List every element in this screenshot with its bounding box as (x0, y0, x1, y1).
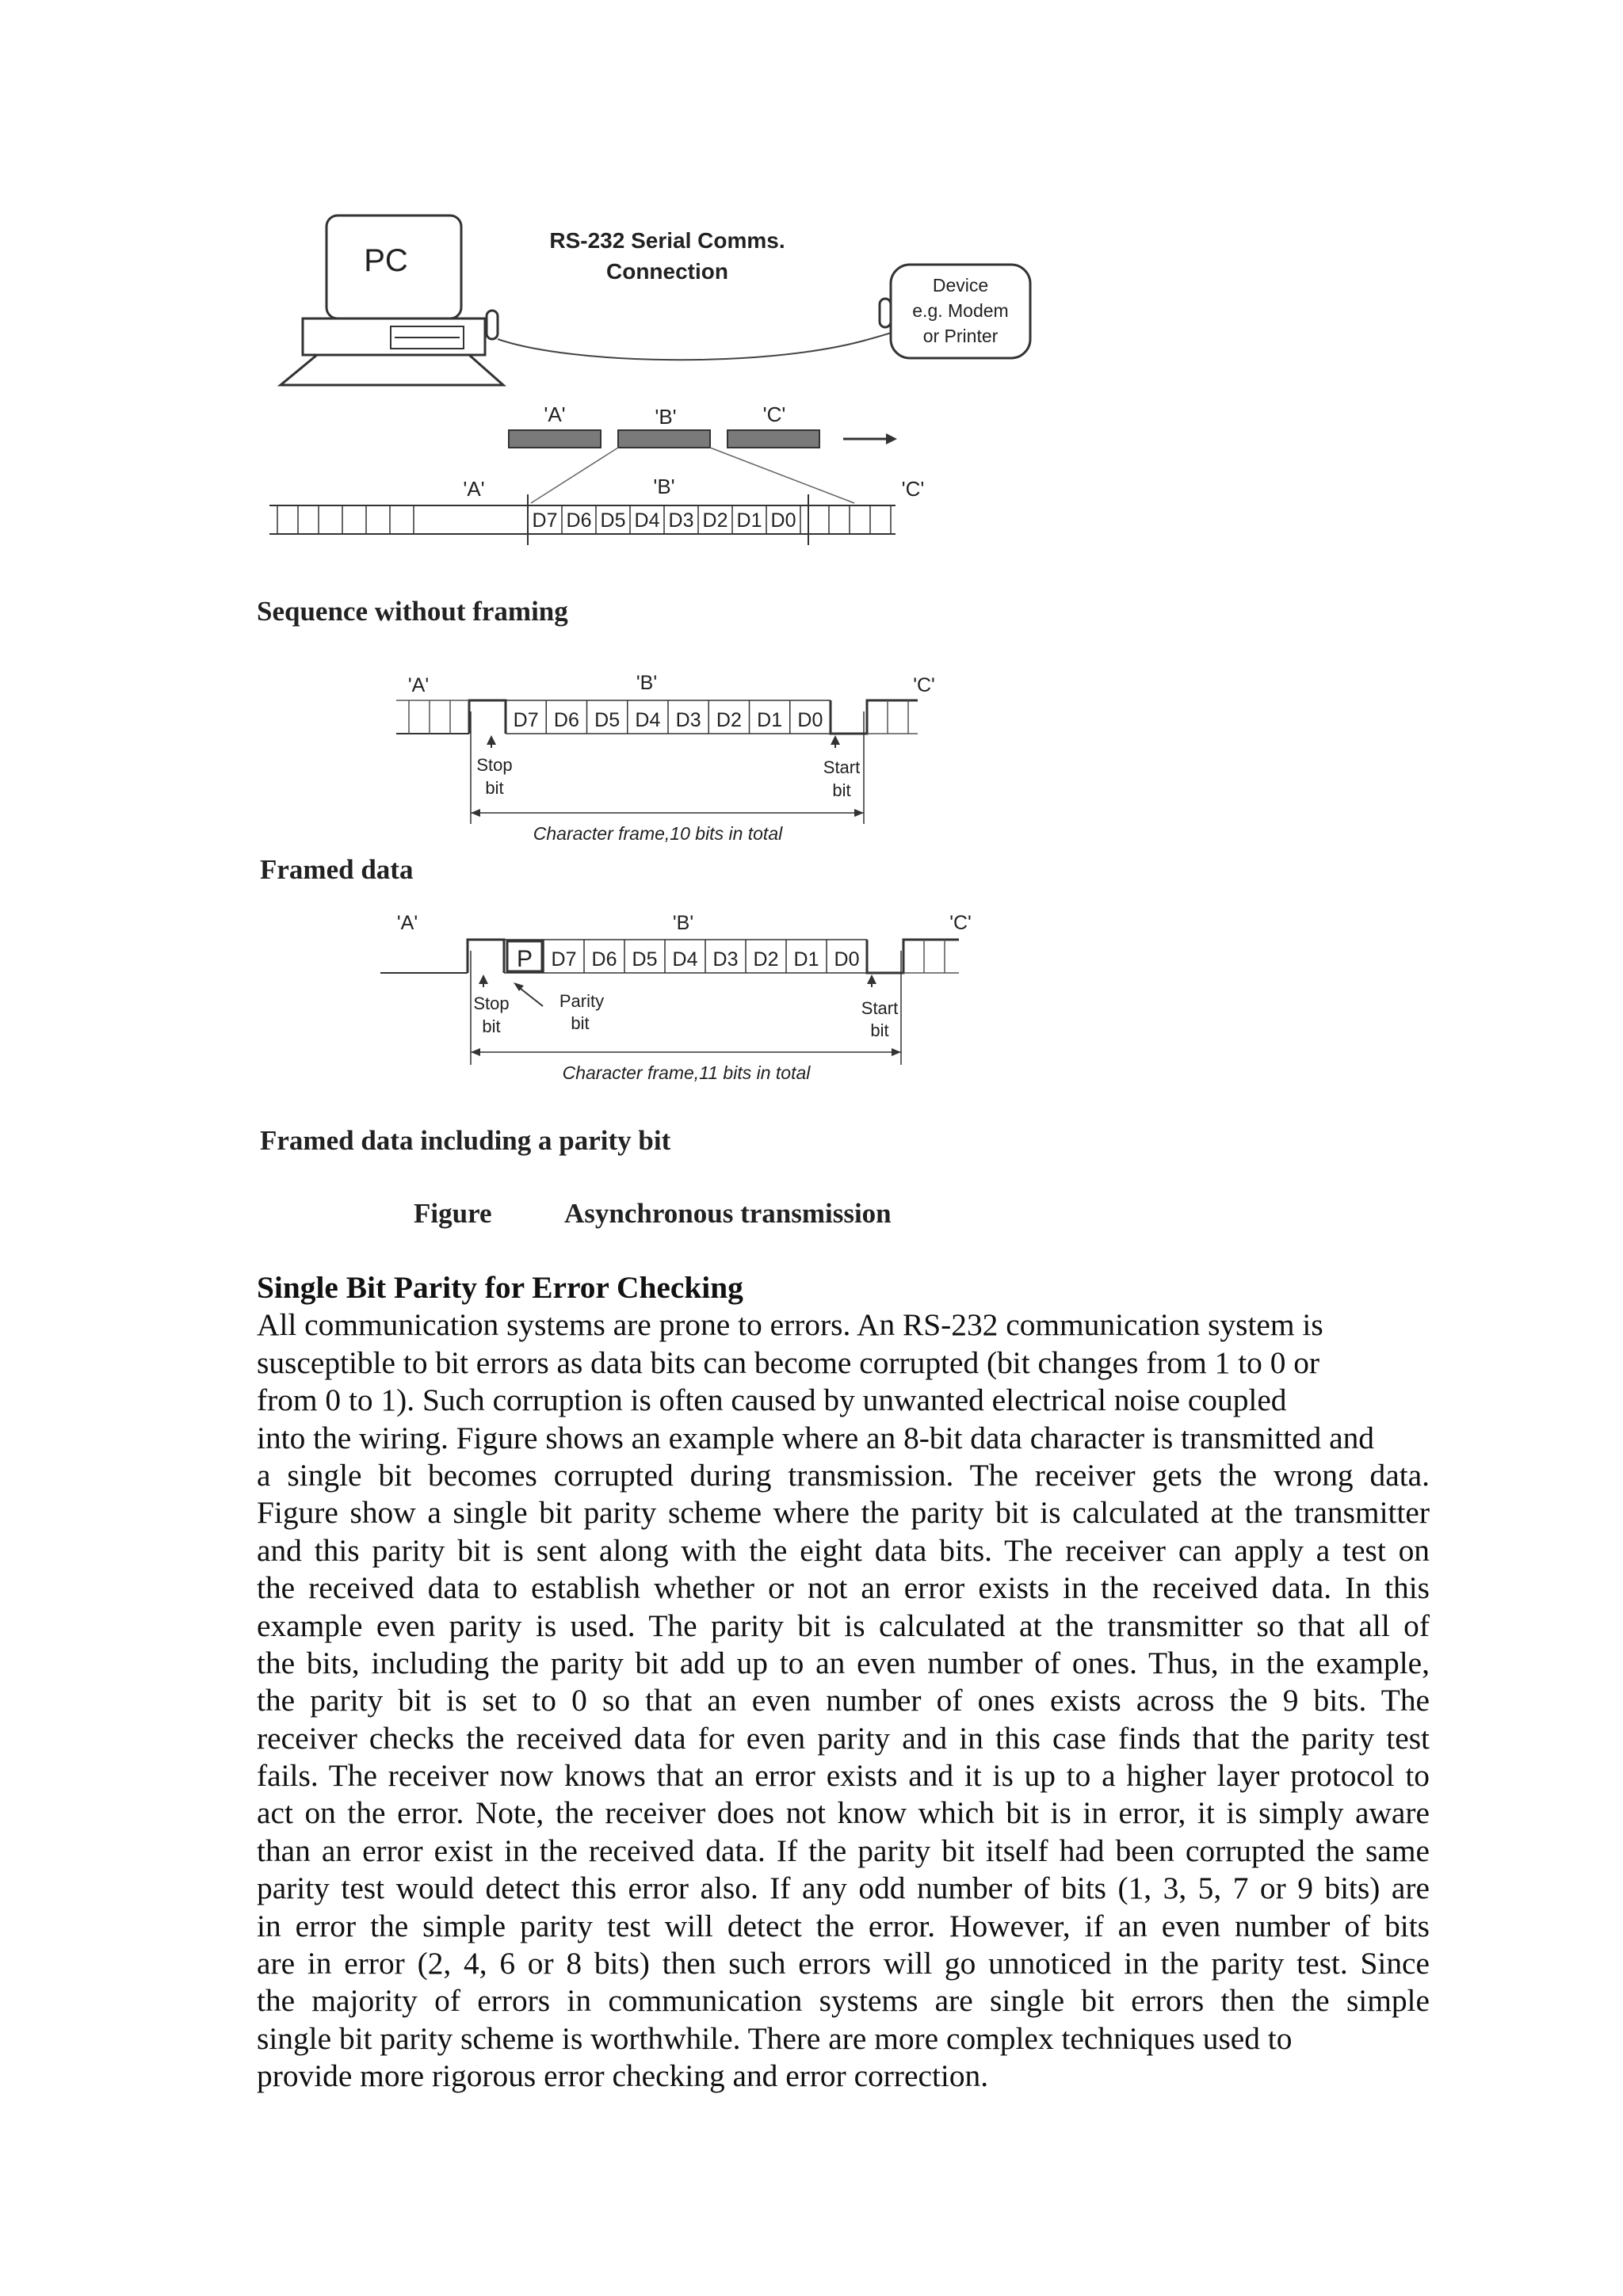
pc-connector (487, 311, 498, 339)
parity-bit-strip (380, 940, 959, 973)
bit-label-d5: D5 (594, 709, 621, 731)
bit-label-d1: D1 (757, 709, 783, 731)
paragraph-line: the received data to establish whether or not an error exists in the received data. In this (257, 1570, 1430, 1606)
bit-label-d5: D5 (632, 948, 658, 971)
parity-label-b: 'B' (672, 912, 694, 934)
bit-label-d6: D6 (566, 509, 592, 532)
paragraph-line: fails. The receiver now knows that an error exists and it is up to a higher layer protocol to (257, 1758, 1430, 1794)
paragraph-line: and this parity bit is sent along with the eight data bits. The receiver can apply a test on (257, 1532, 1430, 1568)
paragraph-line: single bit parity scheme is worthwhile. There are more complex techniques used to (257, 2020, 1293, 2056)
paragraph-line: provide more rigorous error checking and error correction. (257, 2058, 989, 2094)
parity-label-c: 'C' (949, 912, 972, 934)
device-line2: e.g. Modem (912, 300, 1009, 321)
strip-label-c: 'C' (901, 477, 925, 501)
bit-label-d0: D0 (797, 709, 823, 731)
strip-label-a: 'A' (463, 477, 485, 501)
paragraph-line: act on the error. Note, the receiver does not know which bit is in error, it is simply aware (257, 1795, 1430, 1831)
figure-title: Asynchronous transmission (564, 1198, 892, 1229)
paragraph-line: Figure show a single bit parity scheme where the parity bit is calculated at the transmitter (257, 1495, 1430, 1531)
bit-label-d0: D0 (834, 948, 860, 971)
pc-keyboard (281, 355, 503, 385)
device-line3: or Printer (922, 326, 999, 346)
framed-bit-strip (396, 700, 918, 734)
bit-label-d3: D3 (668, 509, 694, 532)
parity-stop-line2: bit (482, 1016, 501, 1036)
framed-label-b: 'B' (636, 672, 658, 694)
framed-label-c: 'C' (913, 674, 935, 696)
bit-label-d4: D4 (635, 709, 661, 731)
bit-label-d1: D1 (793, 948, 819, 971)
paragraph-line: the majority of errors in communication systems are single bit errors then the simple (257, 1983, 1430, 2019)
bit-label-d3: D3 (712, 948, 739, 971)
bit-label-d2: D2 (753, 948, 779, 971)
bit-label-d4: D4 (672, 948, 698, 971)
framed-data-diagram (396, 666, 999, 856)
bit-label-d7: D7 (513, 709, 539, 731)
paragraph-line: All communication systems are prone to errors. An RS-232 communication system is (257, 1307, 1323, 1343)
bit-label-d1: D1 (736, 509, 762, 532)
framed-stop-line2: bit (485, 778, 504, 798)
strip-label-b: 'B' (653, 475, 675, 498)
bit-label-d0: D0 (770, 509, 796, 532)
parity-bit-line1: Parity (559, 991, 605, 1011)
bit-label-d3: D3 (675, 709, 701, 731)
paragraph-line: susceptible to bit errors as data bits can become corrupted (bit changes from 1 to 0 or (257, 1344, 1320, 1380)
paragraph-line: are in error (2, 4, 6 or 8 bits) then such errors will go unnoticed in the parity test. Since (257, 1946, 1430, 1981)
bit-label-d6: D6 (553, 709, 579, 731)
device-connector (880, 299, 891, 327)
figure-word: Figure (414, 1198, 492, 1229)
framed-label-a: 'A' (407, 674, 430, 696)
bit-label-d2: D2 (702, 509, 728, 532)
bit-label-d4: D4 (634, 509, 660, 532)
paragraph-line: a single bit becomes corrupted during transmission. The receiver gets the wrong data. (257, 1457, 1430, 1493)
caption-framed-data: Framed data (260, 854, 414, 885)
parity-frame-label: Character frame,11 bits in total (562, 1062, 811, 1083)
paragraph-line: example even parity is used. The parity bit is calculated at the transmitter so that all of (257, 1608, 1430, 1643)
paragraph (257, 1306, 1430, 2095)
paragraph-line: receiver checks the received data for even parity and in this case finds that the parity test (257, 1720, 1430, 1756)
paragraph-line: in error the simple parity test will detect the error. However, if an even number of bits (257, 1908, 1430, 1943)
paragraph-line: the bits, including the parity bit add up to an even number of ones. Thus, in the example, (257, 1645, 1430, 1680)
parity-framed-diagram (380, 903, 1014, 1093)
parity-bit-symbol: P (516, 946, 533, 972)
parity-stop-line1: Stop (473, 994, 510, 1013)
bit-label-d7: D7 (551, 948, 577, 971)
framed-frame-label: Character frame,10 bits in total (533, 823, 783, 844)
connection-title-line1: RS-232 Serial Comms. (549, 228, 785, 253)
char-block-a (509, 430, 601, 448)
block-label-a: 'A' (544, 402, 566, 426)
parity-label-a: 'A' (396, 912, 418, 934)
paragraph-line: than an error exist in the received data. If the parity bit itself had been corrupted the same (257, 1833, 1430, 1868)
rs232-connection-diagram (269, 206, 1062, 555)
caption-sequence-without-framing: Sequence without framing (257, 596, 568, 627)
paragraph-line: from 0 to 1). Such corruption is often caused by unwanted electrical noise coupled (257, 1383, 1287, 1418)
serial-cable (498, 313, 917, 360)
caption-framed-data-parity: Framed data including a parity bit (260, 1125, 671, 1156)
bit-label-d6: D6 (591, 948, 617, 971)
framed-start-line1: Start (823, 757, 861, 777)
block-label-b: 'B' (655, 405, 677, 429)
unframed-bit-strip (269, 494, 896, 545)
bit-label-d7: D7 (532, 509, 558, 532)
paragraph-line: parity test would detect this error also. If any odd number of bits (1, 3, 5, 7 or 9 bits) are (257, 1871, 1430, 1906)
bit-label-d5: D5 (600, 509, 626, 532)
parity-bit-line2: bit (571, 1013, 590, 1033)
char-block-c (727, 430, 819, 448)
paragraph-line: into the wiring. Figure shows an example where an 8-bit data character is transmitted and (257, 1420, 1374, 1455)
paragraph-line: the parity bit is set to 0 so that an even number of ones exists across the 9 bits. The (257, 1683, 1430, 1718)
section-body (257, 1269, 1430, 2096)
framed-start-line2: bit (832, 780, 851, 800)
parity-start-line1: Start (861, 998, 899, 1018)
device-line1: Device (932, 275, 989, 296)
char-block-b (618, 430, 710, 448)
block-label-c: 'C' (762, 402, 786, 426)
parity-start-line2: bit (870, 1020, 889, 1040)
pc-label: PC (364, 243, 408, 278)
section-title: Single Bit Parity for Error Checking (257, 1270, 743, 1305)
framed-stop-line1: Stop (476, 755, 513, 775)
connection-title-line2: Connection (606, 259, 728, 284)
bit-label-d2: D2 (716, 709, 742, 731)
